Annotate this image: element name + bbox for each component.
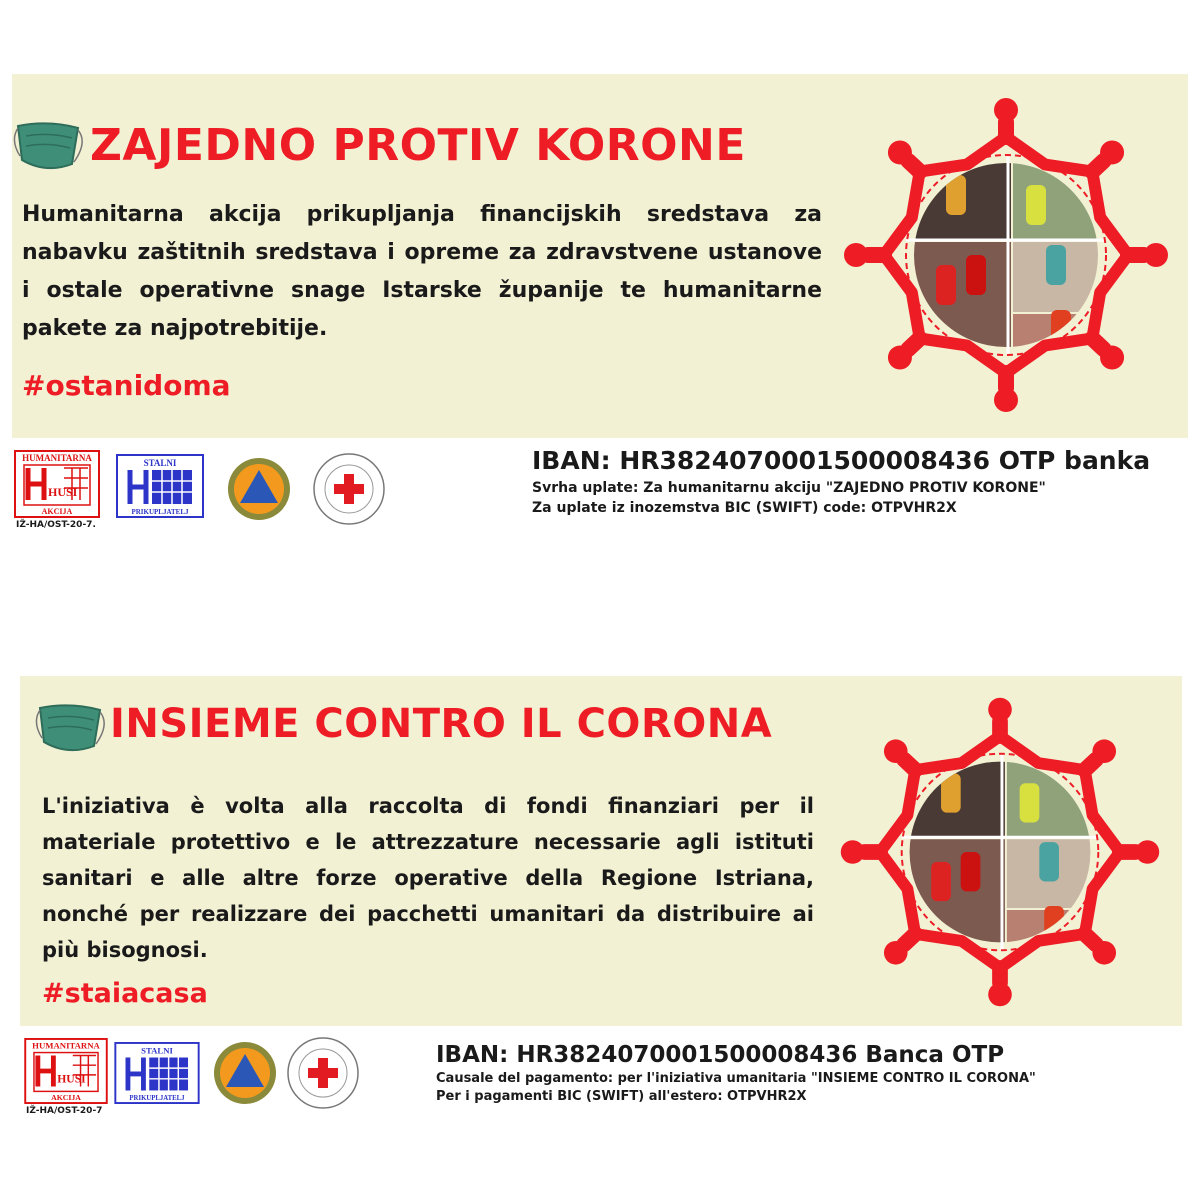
- people-circle-emblem: [820, 680, 1180, 1024]
- payment-info: [532, 444, 1150, 518]
- svg-text:PRIKUPLJATELJ: PRIKUPLJATELJ: [131, 508, 189, 516]
- stalni-prikupljatelj-logo: [116, 454, 204, 518]
- campaign-title: INSIEME CONTRO IL CORONA: [110, 701, 773, 747]
- campaign-hashtag: #ostanidoma: [22, 369, 231, 402]
- campaign-title: ZAJEDNO PROTIV KORONE: [90, 120, 746, 171]
- iban-line: IBAN: HR3824070001500008436 OTP banka: [532, 446, 1151, 475]
- iban-line: IBAN: HR3824070001500008436 Banca OTP: [436, 1042, 1005, 1068]
- payment-swift: Per i pagamenti BIC (SWIFT) all'estero: OTPVHR2X: [436, 1089, 807, 1104]
- registration-code: IŽ-HA/OST-20-7: [26, 1106, 103, 1116]
- svg-text:HUMANITARNA: HUMANITARNA: [22, 453, 92, 463]
- registration-code: IŽ-HA/OST-20-7.: [16, 520, 96, 530]
- humanitarna-akcija-logo: [24, 1038, 108, 1104]
- red-cross-seal-logo: [312, 452, 386, 526]
- svg-text:STALNI: STALNI: [141, 1045, 173, 1056]
- face-mask-icon: [34, 698, 110, 760]
- humanitarna-akcija-logo: [14, 450, 100, 518]
- face-mask-icon: [12, 116, 88, 178]
- svg-text:STALNI: STALNI: [143, 458, 177, 468]
- civil-protection-icon: [226, 456, 292, 522]
- campaign-hashtag: #staiacasa: [42, 978, 208, 1009]
- stalni-prikupljatelj-logo: [114, 1042, 200, 1104]
- svg-text:HUSI: HUSI: [57, 1072, 86, 1086]
- red-cross-seal-logo: [286, 1036, 360, 1110]
- civil-protection-icon: [212, 1040, 278, 1106]
- svg-text:HUMANITARNA: HUMANITARNA: [32, 1040, 100, 1051]
- campaign-description: Humanitarna akcija prikupljanja financijskih sredstava za nabavku zaštitnih sredstava i opreme za zdravstvene ustanove i ostale operativne snage Istarske županije te humanitarne pakete za najpotrebitije.: [22, 202, 822, 341]
- svg-text:AKCIJA: AKCIJA: [51, 1093, 81, 1103]
- campaign-description: L'iniziativa è volta alla raccolta di fondi finanziari per il materiale protettivo e le attrezzature necessarie agli istituti sanitari e alle altre forze operative della Regione Istriana, nonché per realizzare dei pacchetti umanitari da distribuire ai più bisognosi.: [42, 794, 814, 962]
- people-circle-emblem: [826, 80, 1186, 430]
- payment-swift: Za uplate iz inozemstva BIC (SWIFT) code: OTPVHR2X: [532, 500, 957, 516]
- payment-purpose: Svrha uplate: Za humanitarnu akciju "ZAJEDNO PROTIV KORONE": [532, 480, 1046, 496]
- svg-text:HUSI: HUSI: [48, 485, 78, 499]
- payment-info: [436, 1040, 1036, 1106]
- payment-purpose: Causale del pagamento: per l'iniziativa umanitaria "INSIEME CONTRO IL CORONA": [436, 1071, 1036, 1086]
- svg-text:PRIKUPLJATELJ: PRIKUPLJATELJ: [129, 1095, 185, 1103]
- svg-text:AKCIJA: AKCIJA: [41, 507, 73, 516]
